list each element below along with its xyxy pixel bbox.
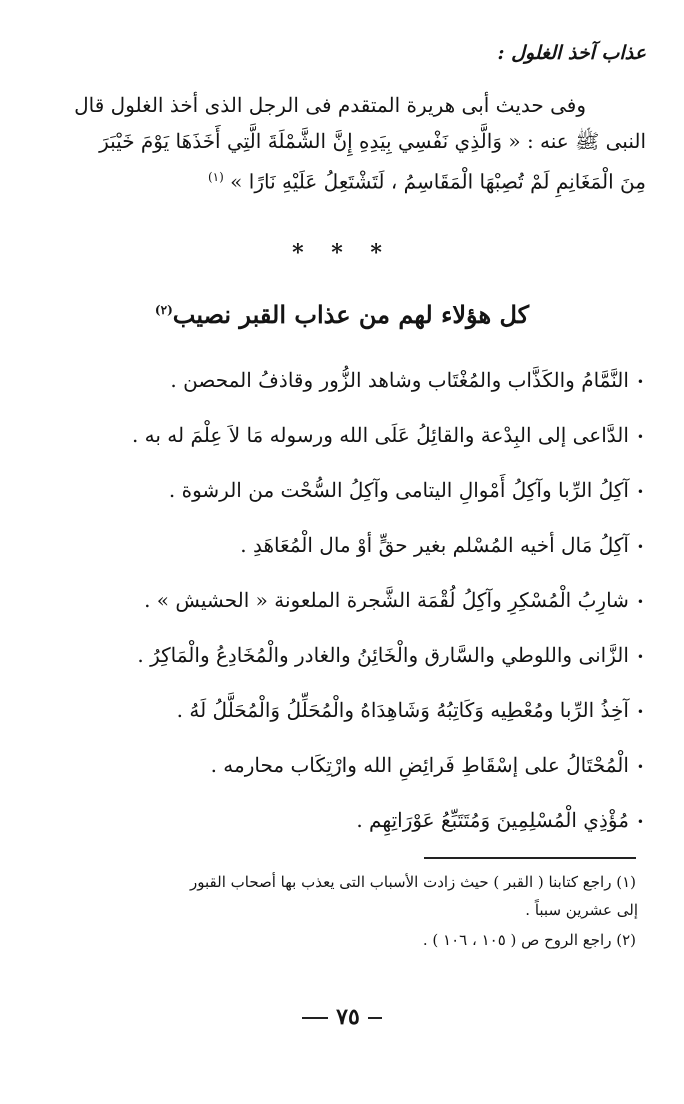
bullet-icon: • (636, 814, 644, 829)
bullet-icon: • (636, 594, 644, 609)
footnote-1-continued: إلى عشرين سبباً . (525, 901, 638, 919)
punishment-list (60, 360, 644, 855)
list-item-text: آخِذُ الرِّبا ومُعْطِيه وَكَاتِبُهُ وَشَاهِدَاهُ والْمُحَلِّلُ وَالْمُحَلَّلُ لَهُ . (176, 698, 629, 722)
list-item (60, 690, 644, 745)
list-item (60, 415, 644, 470)
hadith-line-2: النبى ﷺ عنه : « وَالَّذِي نَفْسِي بِيَدِهِ إِنَّ الشَّمْلَةَ الَّتِي أَخَذَهَا يَوْمَ خَيْبَرَ (99, 129, 646, 153)
page-number (0, 1004, 684, 1030)
section-heading: عذاب آخذ الغلول : (497, 42, 646, 64)
bullet-icon: • (636, 539, 644, 554)
list-item-text: آكِلُ مَال أخيه المُسْلم بغير حقٍّ أوْ مال الْمُعَاهَدِ . (240, 533, 629, 557)
list-item (60, 800, 644, 855)
footnote-2: (٢) راجع الروح ص ( ١٠٥ ، ١٠٦ ) . (422, 931, 636, 949)
hadith-line-3 (44, 160, 646, 199)
hadith-line-3-text: مِنَ الْمَغَانِمِ لَمْ تُصِبْهَا الْمَقَاسِمُ ، لَتَشْتَعِلُ عَلَيْهِ نَارًا » (230, 169, 646, 194)
list-item (60, 745, 644, 800)
list-item (60, 360, 644, 415)
list-item (60, 470, 644, 525)
main-heading-text: كل هؤلاء لهم من عذاب القبر نصيب (172, 300, 530, 329)
list-item-text: مُؤْذِي الْمُسْلِمِينَ وَمُتَتَبِّعُ عَوْرَاتِهِم . (356, 808, 629, 832)
footnote-divider (424, 857, 636, 859)
bullet-icon: • (636, 374, 644, 389)
main-heading (0, 300, 684, 329)
bullet-icon: • (636, 759, 644, 774)
bullet-icon: • (636, 484, 644, 499)
list-item-text: آكِلُ الرِّبا وآكِلُ أَمْوالِ اليتامى وآكِلُ السُّحْت من الرشوة . (168, 478, 629, 502)
page-number-dash-right (368, 1017, 382, 1019)
list-item-text: النَّمَّامُ والكَذَّاب والمُغْتَاب وشاهد الزُّور وقاذفُ المحصن . (170, 368, 629, 392)
list-item-text: الزَّانى واللوطي والسَّارق والْخَائِنُ والغادر والْمُخَادِعُ والْمَاكِرُ . (137, 643, 629, 667)
footnote-ref-2: (٢) (154, 303, 173, 317)
list-item (60, 525, 644, 580)
footnote-ref-1: (١) (207, 170, 224, 184)
footnote-1: (١) راجع كتابنا ( القبر ) حيث زادت الأسباب التى يعذب بها أصحاب القبور (190, 873, 636, 891)
list-item-text: شارِبُ الْمُسْكِرِ وآكِلُ لُقْمَة الشَّجرة الملعونة « الحشيش » . (144, 588, 629, 612)
hadith-line-1: وفى حديث أبى هريرة المتقدم فى الرجل الذى أخذ الغلول قال (74, 93, 586, 117)
bullet-icon: • (636, 704, 644, 719)
page-number-value: ٧٥ (336, 1004, 360, 1030)
page-number-dash-left (302, 1017, 328, 1019)
list-item-text: الْمُحْتَالُ على إسْقَاطِ فَرائِضِ الله وارْتِكَاب محارمه . (210, 753, 629, 777)
section-separator: * * * (292, 240, 392, 266)
bullet-icon: • (636, 429, 644, 444)
list-item (60, 580, 644, 635)
list-item (60, 635, 644, 690)
list-item-text: الدَّاعى إلى البِدْعة والقائِلُ عَلَى الله ورسوله مَا لاَ عِلْمَ له به . (131, 423, 629, 447)
bullet-icon: • (636, 649, 644, 664)
